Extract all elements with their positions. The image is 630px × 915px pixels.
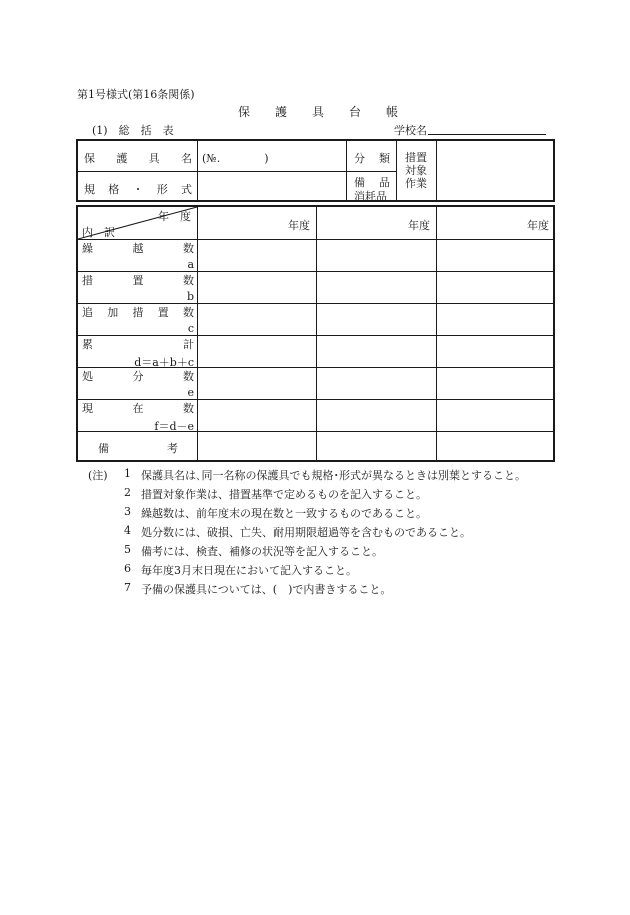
row-placed: 措 置 数 b	[82, 274, 194, 303]
spec-value[interactable]	[202, 174, 342, 198]
note-number: 3	[124, 505, 131, 518]
note-text: 予備の保護具については、( )で内書きすること。	[141, 583, 392, 596]
name-value[interactable]: (№. )	[202, 152, 269, 165]
note-text: 備考には、検査、補修の状況等を記入すること。	[141, 545, 383, 558]
row-added: 追 加 措 置 数 c	[82, 306, 194, 335]
header-year-label: 年 度	[158, 210, 191, 223]
remarks-label: 備 考	[98, 442, 178, 455]
name-label: 保 護 具 名	[84, 152, 192, 165]
grid-line	[316, 207, 317, 460]
note-number: 2	[124, 486, 131, 499]
school-name-underline[interactable]	[428, 122, 546, 135]
row-disposed: 処 分 数 e	[82, 370, 194, 399]
year-column-3[interactable]: 年度	[527, 219, 549, 232]
header-item-label: 内 訳	[82, 226, 115, 239]
fixture-label: 備 品	[354, 176, 390, 189]
title-char: 帳	[385, 105, 398, 119]
grid-line	[436, 207, 437, 460]
note-text: 措置対象作業は、措置基準で定めるものを記入すること。	[141, 488, 427, 501]
row-current: 現 在 数 f＝d－e	[82, 402, 194, 433]
class-label: 分 類	[354, 152, 390, 165]
document-title	[238, 103, 398, 120]
consumable-label: 消耗品	[354, 190, 387, 203]
target-work-label: 措置 対象 作業	[405, 151, 427, 190]
section-label: (1) 総 括 表	[92, 124, 174, 137]
note-number: 1	[124, 467, 131, 480]
note-number: 6	[124, 562, 131, 575]
year-column-2[interactable]: 年度	[408, 219, 430, 232]
year-column-1[interactable]: 年度	[288, 219, 310, 232]
note-number: 7	[124, 581, 131, 594]
title-char: 保	[238, 105, 251, 119]
school-name-field[interactable]	[394, 122, 546, 138]
school-label: 学校名	[394, 124, 427, 137]
note-number: 5	[124, 543, 131, 556]
grid-line	[197, 207, 198, 460]
notes-prefix: (注)	[88, 469, 108, 482]
note-text: 保護具名は､同一名称の保護具でも規格･形式が異なるときは別葉とすること。	[141, 469, 526, 482]
title-char: 具	[311, 105, 324, 119]
title-char: 護	[274, 105, 287, 119]
row-cumulative: 累 計 d＝a＋b＋c	[82, 338, 194, 369]
spec-label: 規 格 ・ 形 式	[84, 183, 192, 196]
target-work-value[interactable]	[440, 143, 550, 198]
grid-line	[396, 141, 397, 200]
summary-table	[76, 205, 555, 462]
title-char: 台	[348, 105, 361, 119]
note-text: 繰越数は、前年度末の現在数と一致するものであること。	[141, 507, 427, 520]
grid-line	[78, 171, 396, 172]
item-info-table	[76, 139, 555, 202]
note-text: 毎年度3月末日現在において記入すること。	[141, 564, 357, 577]
form-label: 第1号様式(第16条関係)	[77, 88, 195, 101]
note-number: 4	[124, 524, 131, 537]
note-text: 処分数には、破損、亡失、耐用期限超過等を含むものであること。	[141, 526, 471, 539]
grid-line	[436, 141, 437, 200]
row-carryover: 繰 越 数 a	[82, 242, 194, 271]
